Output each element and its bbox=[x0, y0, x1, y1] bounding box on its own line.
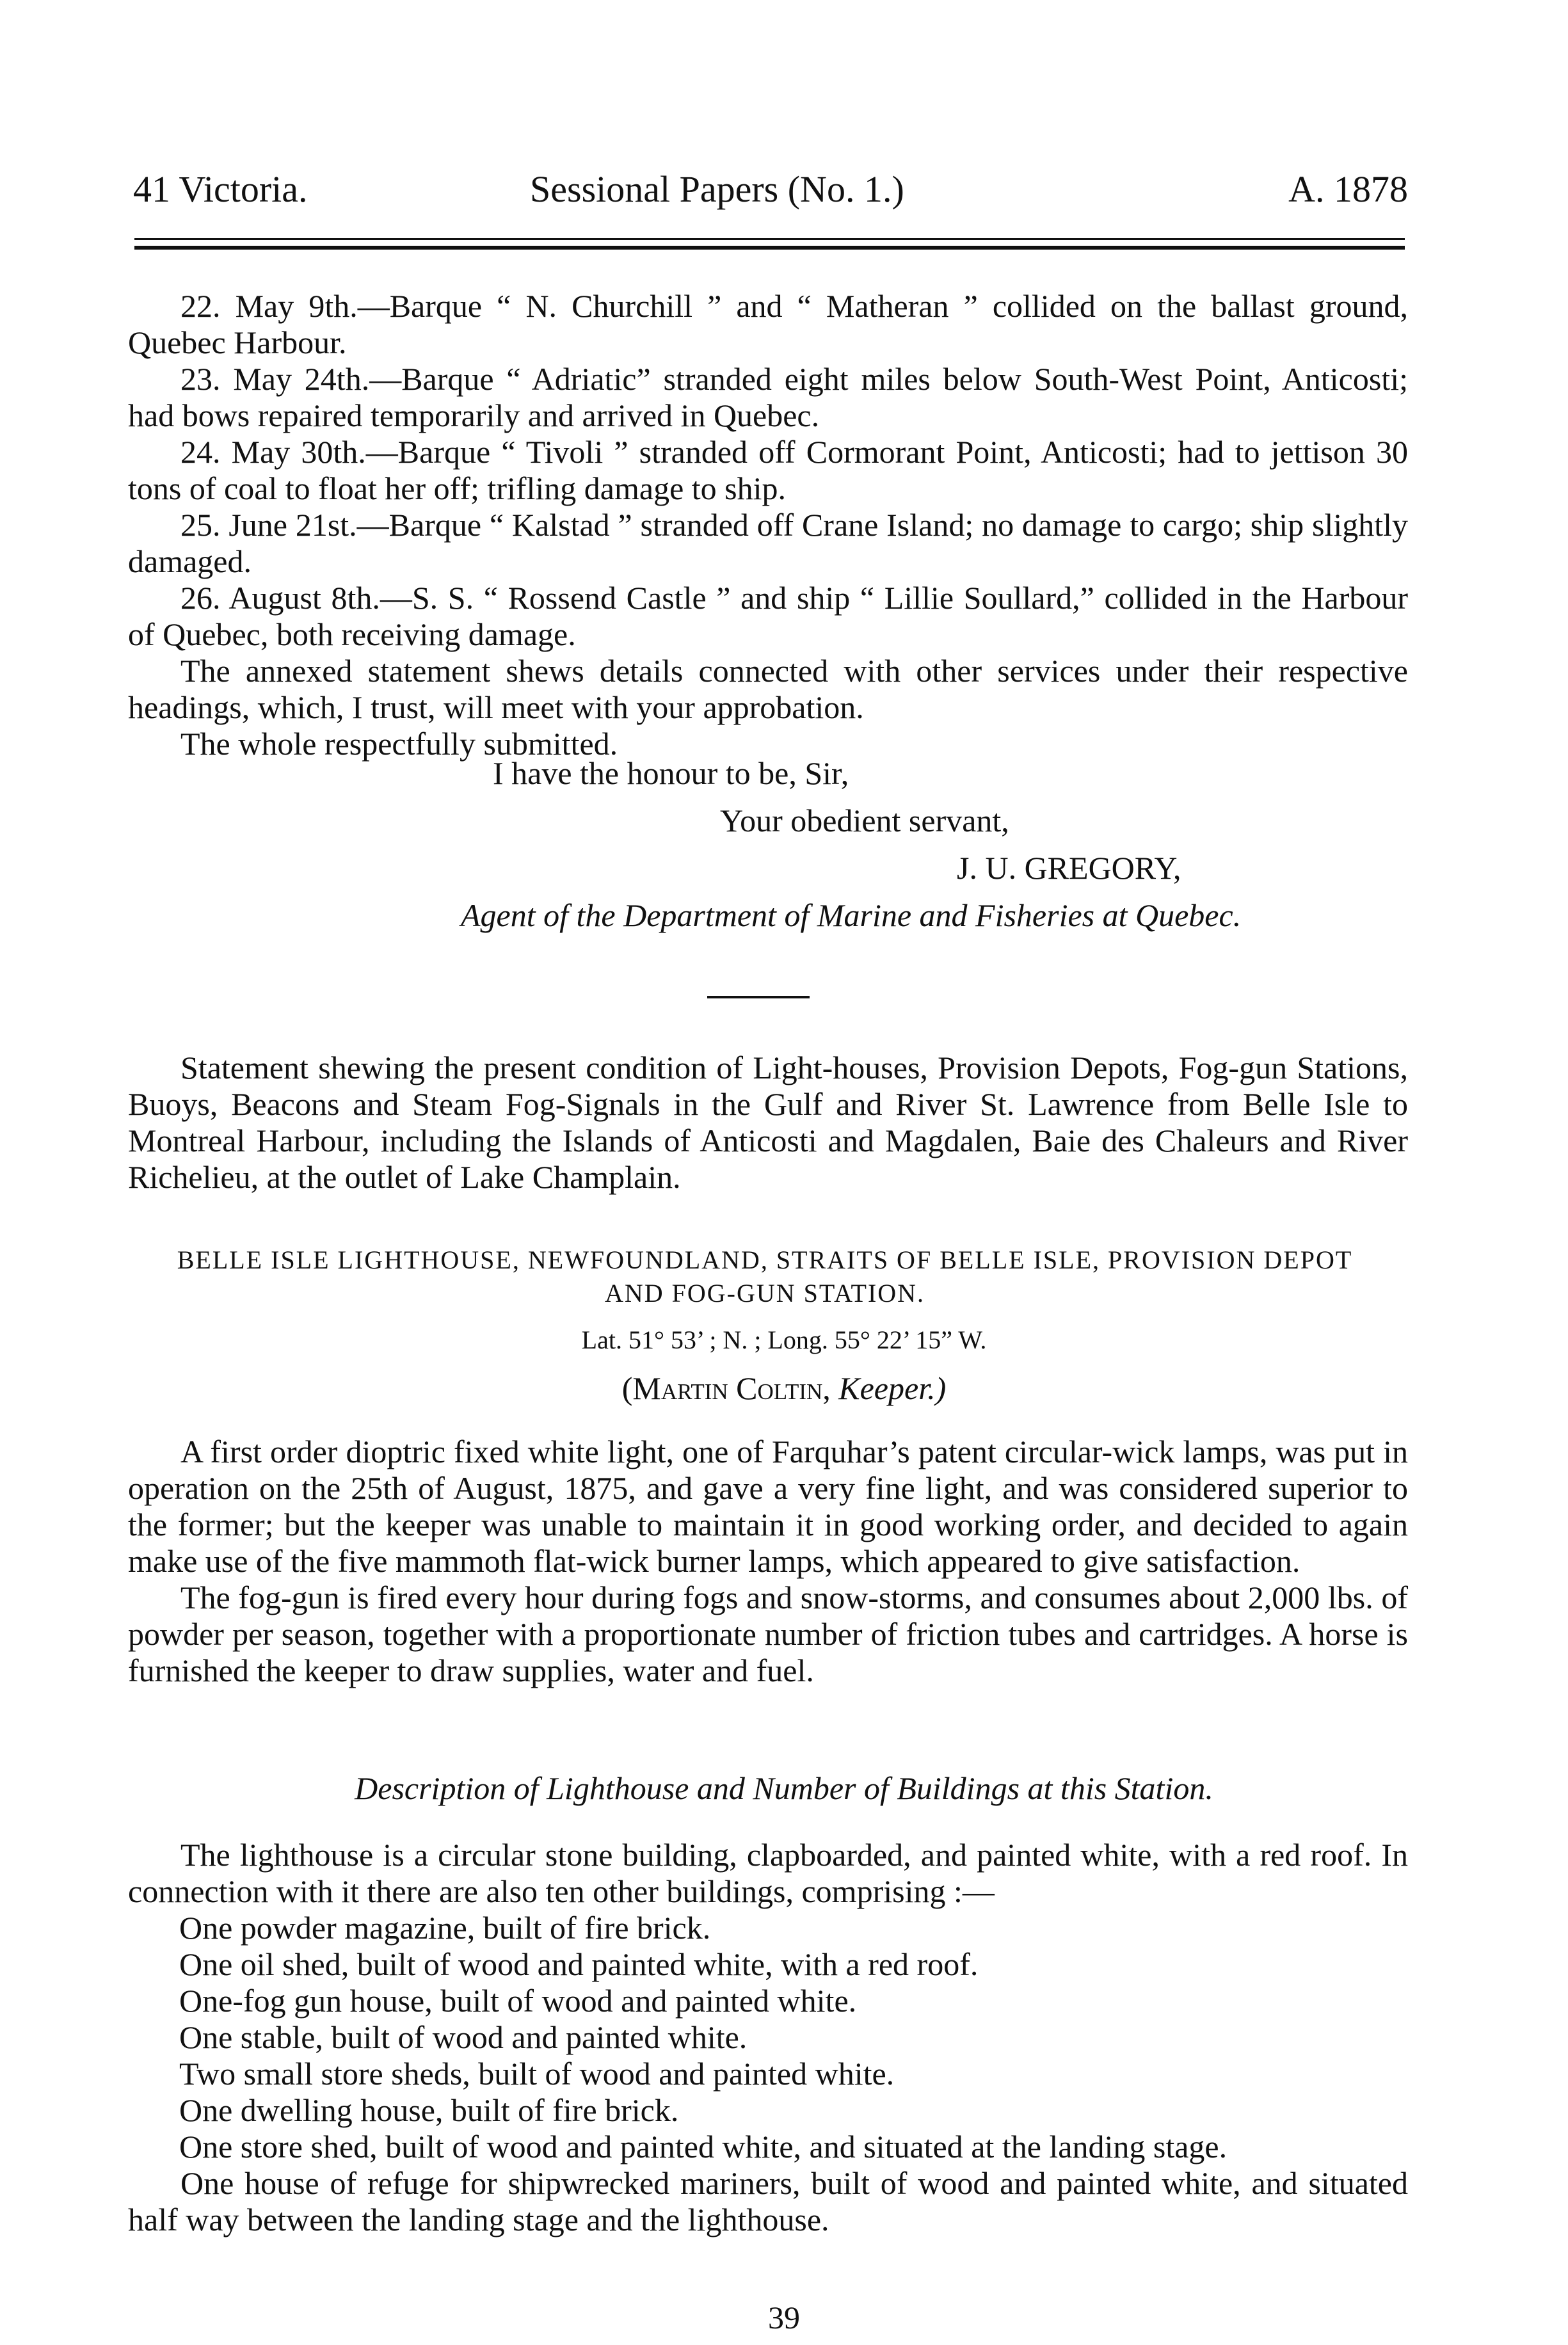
lighthouse-description bbox=[128, 1434, 1408, 1689]
header-year: A. 1878 bbox=[1288, 168, 1408, 210]
section-divider bbox=[707, 996, 810, 998]
building-item: Two small store sheds, built of wood and painted white. bbox=[179, 2056, 895, 2092]
building-item: One powder magazine, built of fire brick. bbox=[179, 1910, 711, 1946]
statement-text: Statement shewing the present condition of Light-houses, Provision Depots, Fog-gun Stations, Buoys, Beacons and Steam Fog-Signals in the Gulf and River St. Lawrence from Belle Isle to Montreal Harbour, including the Islands of Anticosti and Magdalen, Baie des Chaleurs and River Richelieu, at the outlet of Lake Champlain. bbox=[128, 1050, 1408, 1195]
submission-line: The whole respectfully submitted. bbox=[180, 726, 618, 762]
building-item: One house of refuge for shipwrecked mariners, built of wood and painted white, and situated half way between the landing stage and the lighthouse. bbox=[128, 2165, 1408, 2237]
keeper-role: Keeper.) bbox=[838, 1370, 947, 1406]
list-item: 22. May 9th.—Barque “ N. Churchill ” and “ Matheran ” collided on the ballast ground, Quebec Harbour. bbox=[128, 288, 1408, 360]
building-item: One dwelling house, built of fire brick. bbox=[179, 2092, 679, 2128]
valediction: Your obedient servant, bbox=[720, 803, 1009, 838]
buildings-subheading: Description of Lighthouse and Number of Buildings at this Station. bbox=[355, 1770, 1213, 1806]
section-heading bbox=[115, 1244, 1414, 1310]
section-heading-line: AND FOG-GUN STATION. bbox=[604, 1279, 925, 1308]
header-rule-thick bbox=[134, 246, 1405, 250]
header-volume: 41 Victoria. bbox=[133, 168, 308, 210]
keeper-line bbox=[0, 1370, 1568, 1407]
building-item: One oil shed, built of wood and painted white, with a red roof. bbox=[179, 1946, 979, 1982]
list-item: 23. May 24th.—Barque “ Adriatic” stranded eight miles below South-West Point, Anticosti; had bows repaired temporarily and arrived in Quebec. bbox=[128, 361, 1408, 433]
incident-list bbox=[128, 288, 1408, 762]
list-item: 26. August 8th.—S. S. “ Rossend Castle ” and ship “ Lillie Soullard,” collided in the Harbour of Quebec, both receiving damage. bbox=[128, 580, 1408, 652]
running-header bbox=[133, 168, 1408, 212]
list-item: 25. June 21st.—Barque “ Kalstad ” stranded off Crane Island; no damage to cargo; ship slightly damaged. bbox=[128, 507, 1408, 579]
header-rule-thin bbox=[134, 238, 1405, 240]
header-title: Sessional Papers (No. 1.) bbox=[530, 168, 904, 210]
salutation: I have the honour to be, Sir, bbox=[493, 755, 849, 791]
paragraph: The fog-gun is fired every hour during fogs and snow-storms, and consumes about 2,000 lbs. of powder per season, together with a proportionate number of friction tubes and cartridges. A horse is furnished the keeper to draw supplies, water and fuel. bbox=[128, 1580, 1408, 1688]
paragraph: The lighthouse is a circular stone building, clapboarded, and painted white, with a red roof. In connection with it there are also ten other buildings, comprising :— bbox=[128, 1837, 1408, 1909]
building-item: One store shed, built of wood and painted white, and situated at the landing stage. bbox=[179, 2129, 1228, 2165]
paragraph: A first order dioptric fixed white light, one of Farquhar’s patent circular-wick lamps, was put in operation on the 25th of August, 1875, and gave a very fine light, and was considered superior to the former; but the keeper was unable to maintain it in good working order, and decided to again make use of the five mammoth flat-wick burner lamps, which appeared to give satisfaction. bbox=[128, 1434, 1408, 1579]
building-item: One-fog gun house, built of wood and painted white. bbox=[179, 1983, 857, 2019]
statement-paragraph bbox=[128, 1050, 1408, 1196]
closing-paragraph: The annexed statement shews details connected with other services under their respective headings, which, I trust, will meet with your approbation. bbox=[128, 653, 1408, 725]
page-number: 39 bbox=[768, 2300, 800, 2335]
list-item: 24. May 30th.—Barque “ Tivoli ” stranded off Cormorant Point, Anticosti; had to jettison 30 tons of coal to float her off; trifling damage to ship. bbox=[128, 434, 1408, 506]
section-heading-line: BELLE ISLE LIGHTHOUSE, NEWFOUNDLAND, STRAITS OF BELLE ISLE, PROVISION DEPOT bbox=[177, 1245, 1353, 1274]
signatory-title: Agent of the Department of Marine and Fisheries at Quebec. bbox=[461, 897, 1242, 933]
keeper-name: (Martin Coltin, bbox=[621, 1370, 831, 1406]
buildings-description bbox=[128, 1837, 1408, 2238]
building-item: One stable, built of wood and painted white. bbox=[179, 2019, 748, 2055]
station-position: Lat. 51° 53’ ; N. ; Long. 55° 22’ 15” W. bbox=[581, 1325, 987, 1354]
signatory-name: J. U. GREGORY, bbox=[957, 850, 1181, 886]
